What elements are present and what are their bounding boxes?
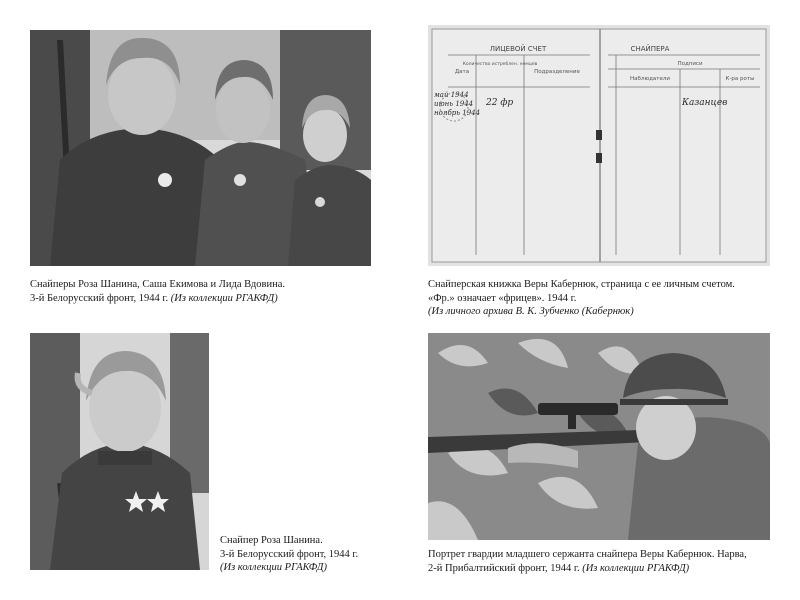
caption-source: (Из коллекции РГАКФД) [170,292,278,304]
caption-line: 3-й Белорусский фронт, 1944 г. [30,292,169,304]
caption-line: Снайперская книжка Веры Кабернюк, страница с ее личным счетом. [428,279,735,290]
photo-vera-kabernyuk-image [428,333,770,540]
caption-line: Снайпер Роза Шанина. [220,535,323,546]
photo-rosa-shanina-image [30,333,209,570]
caption-sniper-book [428,278,788,319]
book-hand-date: июнь 1944 [434,100,474,108]
book-signatures-header: Подписи [677,61,703,67]
book-hand-signature: Казанцев [682,98,728,108]
photo-sniper-book [428,25,770,266]
caption-source: (Из коллекции РГАКФД) [220,562,327,573]
caption-line: Снайперы Роза Шанина, Саша Екимова и Лида Вдовина. [30,279,285,290]
book-hand-date: ноябрь 1944 [434,109,481,117]
photo-rosa-shanina [30,333,209,570]
caption-rosa-shanina [220,534,410,575]
caption-source: (Из личного архива В. К. Зубченко (Кабернюк) [428,306,634,317]
caption-line: 3-й Белорусский фронт, 1944 г. [220,548,359,560]
book-hand-date: май 1944 [434,91,469,99]
caption-line: Портрет гвардии младшего сержанта снайпера Веры Кабернюк. Нарва, [428,549,747,560]
book-right-title: СНАЙПЕРА [630,45,670,53]
photo-three-snipers-image [30,30,371,266]
caption-line: 2-й Прибалтийский фронт, 1944 г. [428,562,580,574]
book-col-date: Дата [454,69,470,75]
caption-source: (Из коллекции РГАКФД) [582,562,690,574]
sniper-book-image [428,25,770,266]
book-col-observer: Наблюдатели [630,76,670,82]
book-left-title: ЛИЦЕВОЙ СЧЕТ [489,45,547,53]
photo-three-snipers [30,30,371,266]
photo-vera-kabernyuk [428,333,770,540]
book-col-company: К-ра роты [725,76,755,82]
book-col-unit: Подразделение [534,69,580,75]
caption-three-snipers [30,278,390,305]
book-hand-count: 22 фр [486,98,514,108]
caption-line: «Фр.» означает «фрицев». 1944 г. [428,292,577,304]
book-col-count: Количество истреблен. немцев [462,62,538,67]
caption-vera-kabernyuk [428,548,793,575]
